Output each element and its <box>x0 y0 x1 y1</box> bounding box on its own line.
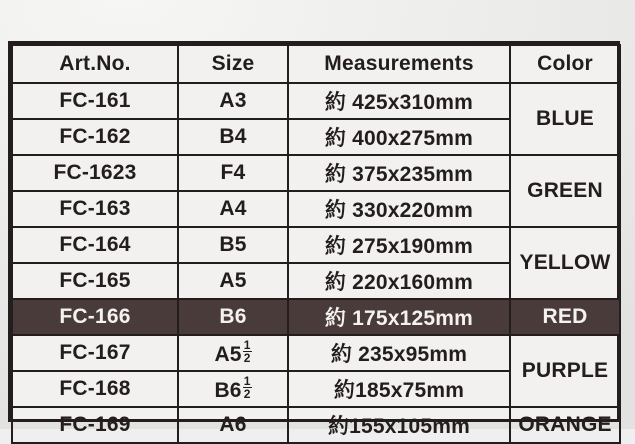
cell-art-no: FC-162 <box>12 119 178 155</box>
cell-measurements: 約 275x190mm <box>288 227 510 263</box>
cell-measurements: 約 400x275mm <box>288 119 510 155</box>
cell-measurements: 約 330x220mm <box>288 191 510 227</box>
cell-size <box>178 263 288 299</box>
size-label: B6 <box>214 379 241 402</box>
cell-size <box>178 191 288 227</box>
table-header <box>12 45 620 83</box>
cell-art-no: FC-166 <box>12 299 178 335</box>
spec-table <box>11 44 621 444</box>
cell-art-no: FC-168 <box>12 371 178 407</box>
table-row <box>12 299 620 335</box>
cell-size <box>178 227 288 263</box>
header-size: Size <box>178 45 288 83</box>
table-row <box>12 155 620 191</box>
cell-art-no: FC-167 <box>12 335 178 371</box>
cell-measurements: 約185x75mm <box>288 371 510 407</box>
size-label: B6 <box>219 305 246 328</box>
cell-measurements: 約 375x235mm <box>288 155 510 191</box>
cell-art-no: FC-161 <box>12 83 178 119</box>
size-label: B5 <box>219 233 246 256</box>
header-row <box>12 45 620 83</box>
cell-size <box>178 371 288 407</box>
size-label: B4 <box>219 125 246 148</box>
cell-art-no: FC-1623 <box>12 155 178 191</box>
spec-table-container <box>8 41 620 422</box>
cell-size <box>178 407 288 443</box>
cell-color: BLUE <box>510 83 620 155</box>
size-label: A5 <box>214 343 241 366</box>
cell-measurements: 約 175x125mm <box>288 299 510 335</box>
cell-color: PURPLE <box>510 335 620 407</box>
cell-size <box>178 83 288 119</box>
size-label: A3 <box>219 89 246 112</box>
table-row <box>12 335 620 371</box>
header-color: Color <box>510 45 620 83</box>
table-row <box>12 83 620 119</box>
cell-size <box>178 119 288 155</box>
size-label: A6 <box>219 413 246 436</box>
cell-measurements: 約155x105mm <box>288 407 510 443</box>
cell-measurements: 約 235x95mm <box>288 335 510 371</box>
cell-art-no: FC-165 <box>12 263 178 299</box>
size-label: A5 <box>219 269 246 292</box>
cell-color: YELLOW <box>510 227 620 299</box>
cell-size <box>178 299 288 335</box>
size-fraction: $\frac{1}{2}$ <box>243 375 252 400</box>
header-measurements: Measurements <box>288 45 510 83</box>
cell-art-no: FC-163 <box>12 191 178 227</box>
cell-size <box>178 335 288 371</box>
cell-size <box>178 155 288 191</box>
cell-color: ORANGE <box>510 407 620 443</box>
cell-color: RED <box>510 299 620 335</box>
size-label: A4 <box>219 197 246 220</box>
cell-measurements: 約 425x310mm <box>288 83 510 119</box>
table-row <box>12 227 620 263</box>
cell-measurements: 約 220x160mm <box>288 263 510 299</box>
header-art-no: Art.No. <box>12 45 178 83</box>
table-row <box>12 407 620 443</box>
cell-art-no: FC-169 <box>12 407 178 443</box>
table-body <box>12 83 620 443</box>
cell-art-no: FC-164 <box>12 227 178 263</box>
size-fraction: $\frac{1}{2}$ <box>243 339 252 364</box>
size-label: F4 <box>221 161 246 184</box>
cell-color: GREEN <box>510 155 620 227</box>
